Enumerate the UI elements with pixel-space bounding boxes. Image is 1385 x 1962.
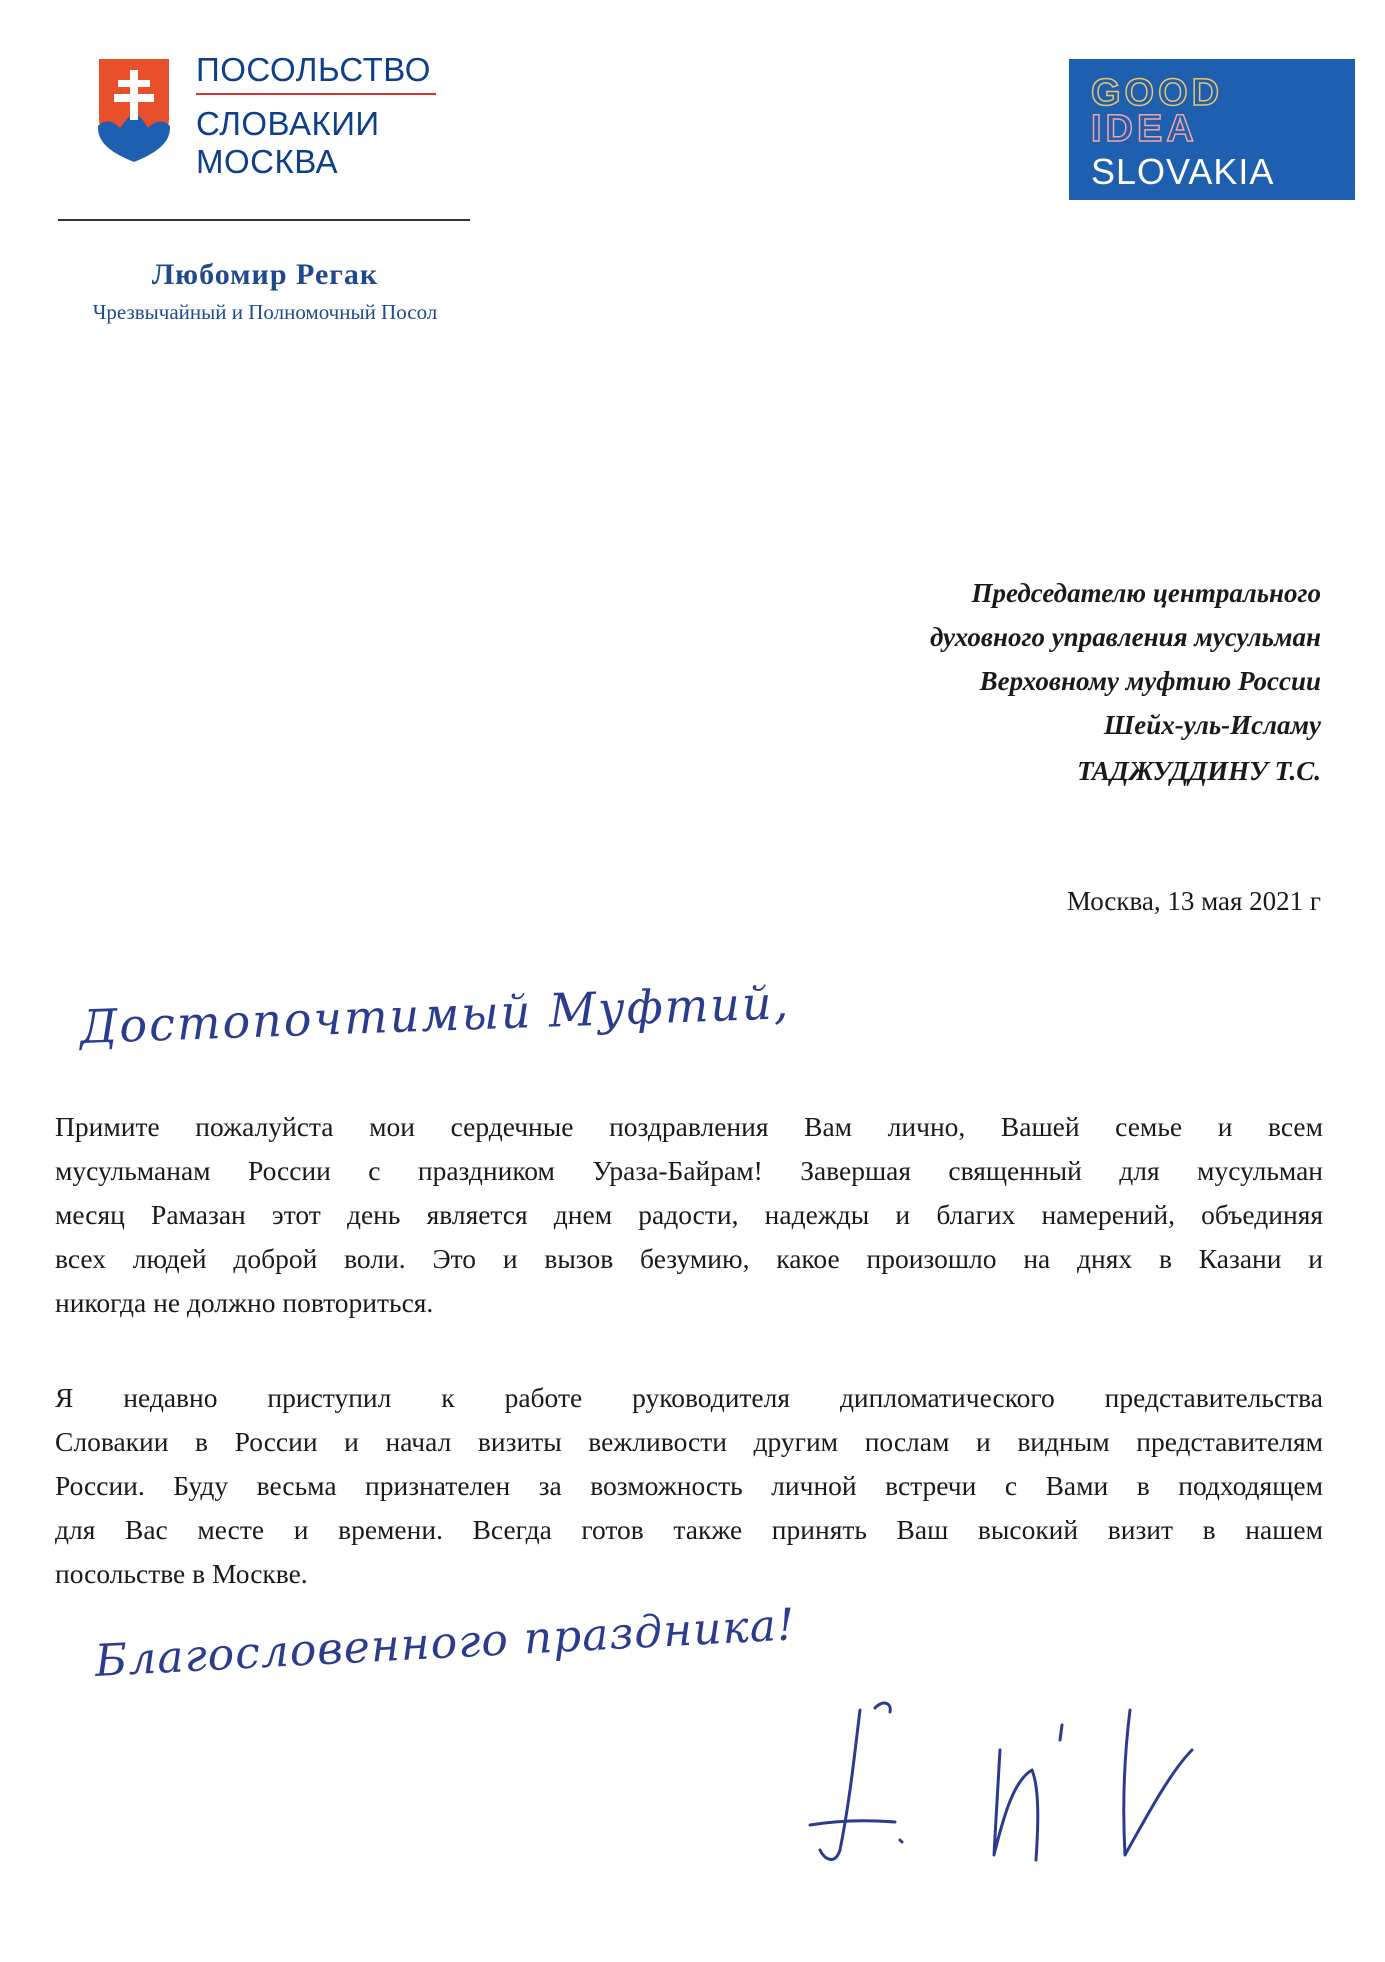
embassy-line-3: МОСКВА: [196, 143, 339, 180]
embassy-line-1: ПОСОЛЬСТВО: [196, 51, 431, 88]
logo-accent-line: [196, 93, 436, 95]
paragraph-line: Словакии в России и начал визиты вежливости другим послам и видным представителям: [55, 1426, 1323, 1457]
badge-line-1: GOOD: [1091, 72, 1224, 114]
handwritten-salutation: Достопочтимый Муфтий,: [79, 975, 791, 1054]
embassy-logo: [96, 52, 476, 182]
handwritten-closing: Благословенного праздника!: [93, 1599, 797, 1687]
paragraph-line: России. Буду весьма признателен за возможность личной встречи с Вами в подходящем: [55, 1470, 1323, 1501]
date-line: Москва, 13 мая 2021 г: [1066, 886, 1321, 916]
good-idea-slovakia-badge: [1069, 59, 1355, 200]
paragraph-line: Примите пожалуйста мои сердечные поздравления Вам лично, Вашей семье и всем: [55, 1111, 1323, 1142]
addressee-line-3: Верховному муфтию России: [979, 666, 1321, 696]
handwritten-signature: [800, 1690, 1220, 1880]
paragraph-line: всех людей доброй воли. Это и вызов безумию, какое произошло на днях в Казани и: [55, 1243, 1323, 1274]
body-paragraph-2: [55, 1376, 1323, 1596]
addressee-line-2: духовного управления мусульман: [929, 622, 1321, 652]
paragraph-line: месяц Рамазан этот день является днем радости, надежды и благих намерений, объединяя: [55, 1199, 1323, 1230]
embassy-line-2: СЛОВАКИИ: [196, 105, 380, 142]
paragraph-line: никогда не должно повториться.: [55, 1287, 434, 1318]
header-divider: [58, 219, 470, 221]
addressee-line-1: Председателю центрального: [971, 578, 1321, 608]
paragraph-line: Я недавно приступил к работе руководителя дипломатического представительства: [55, 1382, 1323, 1413]
badge-line-2: IDEA: [1091, 108, 1198, 150]
body-paragraph-1: [55, 1105, 1323, 1325]
badge-line-3: SLOVAKIA: [1091, 151, 1275, 192]
ambassador-title: Чрезвычайный и Полномочный Посол: [92, 300, 438, 324]
ambassador-name: Любомир Регак: [151, 258, 379, 291]
paragraph-line: для Вас месте и времени. Всегда готов также принять Ваш высокий визит в нашем: [55, 1514, 1323, 1545]
paragraph-line: мусульманам России с праздником Ураза-Байрам! Завершая священный для мусульман: [55, 1155, 1323, 1186]
addressee-line-5: ТАДЖУДДИНУ Т.С.: [1077, 756, 1321, 786]
slovak-coat-of-arms-icon: [96, 56, 172, 164]
addressee-line-4: Шейх-уль-Исламу: [1103, 710, 1321, 740]
paragraph-line: посольстве в Москве.: [55, 1558, 308, 1589]
